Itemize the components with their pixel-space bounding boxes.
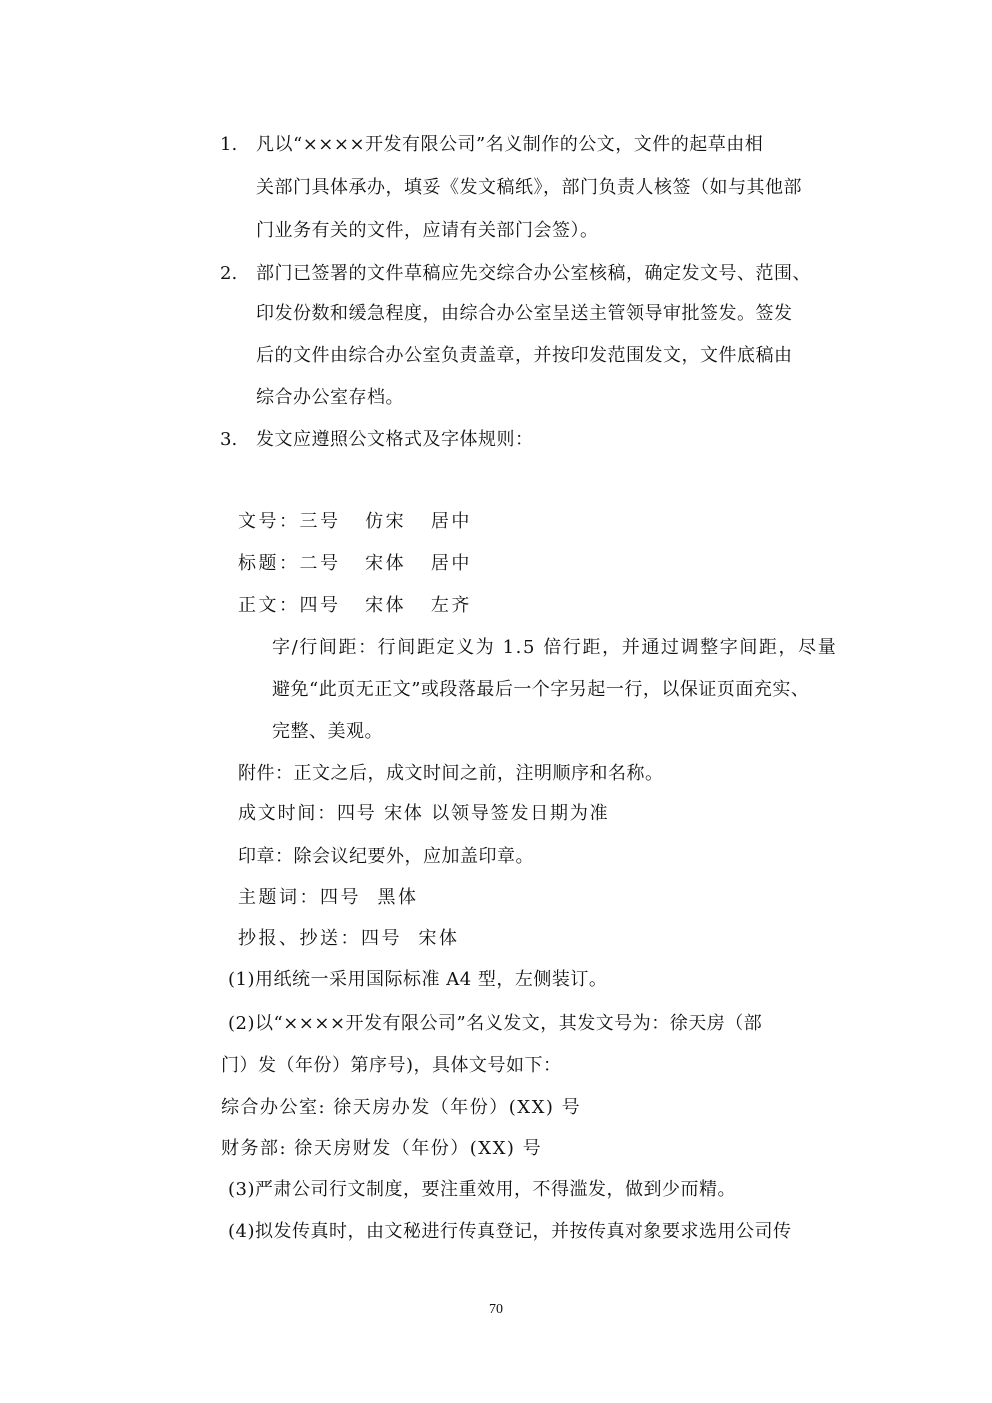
page-number: 70 — [489, 1302, 503, 1317]
spacing-rule-line: 完整、美观。 — [272, 721, 383, 742]
item-line: 关部门具体承办，填妥《发文稿纸》，部门负责人核签（如与其他部 — [256, 177, 802, 198]
numbered-paragraph: 门）发（年份）第序号)，具体文号如下： — [221, 1055, 562, 1076]
item-number: 1. — [220, 134, 238, 155]
document-number-example: 综合办公室: 徐天房办发（年份）(XX) 号 — [221, 1097, 582, 1118]
numbered-paragraph: (2)以“××××开发有限公司”名义发文，其发文号为：徐天房（部 — [228, 1013, 763, 1034]
other-rule: 附件：正文之后，成文时间之前，注明顺序和名称。 — [238, 763, 664, 784]
item-line: 凡以“××××开发有限公司”名义制作的公文，文件的起草由相 — [256, 134, 764, 155]
item-line: 综合办公室存档。 — [256, 387, 404, 408]
item-line: 后的文件由综合办公室负责盖章，并按印发范围发文，文件底稿由 — [256, 345, 793, 366]
numbered-paragraph: (3)严肃公司行文制度，要注重效用，不得滥发，做到少而精。 — [228, 1179, 736, 1200]
item-line: 门业务有关的文件，应请有关部门会签）。 — [256, 220, 599, 241]
item-line: 发文应遵照公文格式及字体规则： — [256, 429, 534, 450]
format-rule: 文号：三号 仿宋 居中 — [238, 511, 472, 532]
spacing-rule-line: 避免“此页无正文”或段落最后一个字另起一行，以保证页面充实、 — [272, 679, 810, 700]
other-rule: 主题词：四号 黑体 — [238, 887, 419, 908]
document-number-example: 财务部: 徐天房财发（年份）(XX) 号 — [221, 1138, 543, 1159]
other-rule: 抄报、抄送：四号 宋体 — [238, 928, 460, 949]
item-line: 印发份数和缓急程度，由综合办公室呈送主管领导审批签发。签发 — [256, 303, 793, 324]
format-rule: 正文：四号 宋体 左齐 — [238, 595, 472, 616]
spacing-rule-line: 字/行间距：行间距定义为 1.5 倍行距，并通过调整字间距，尽量 — [272, 637, 838, 658]
item-line: 部门已签署的文件草稿应先交综合办公室核稿，确定发文号、范围、 — [256, 263, 811, 284]
other-rule: 成文时间：四号 宋体 以领导签发日期为准 — [238, 803, 610, 824]
item-number: 3. — [220, 429, 238, 450]
numbered-paragraph: (4)拟发传真时，由文秘进行传真登记，并按传真对象要求选用公司传 — [228, 1221, 792, 1242]
item-number: 2. — [220, 263, 238, 284]
format-rule: 标题：二号 宋体 居中 — [238, 553, 472, 574]
other-rule: 印章：除会议纪要外，应加盖印章。 — [238, 846, 534, 867]
numbered-paragraph: (1)用纸统一采用国际标准 A4 型，左侧装订。 — [228, 969, 608, 990]
